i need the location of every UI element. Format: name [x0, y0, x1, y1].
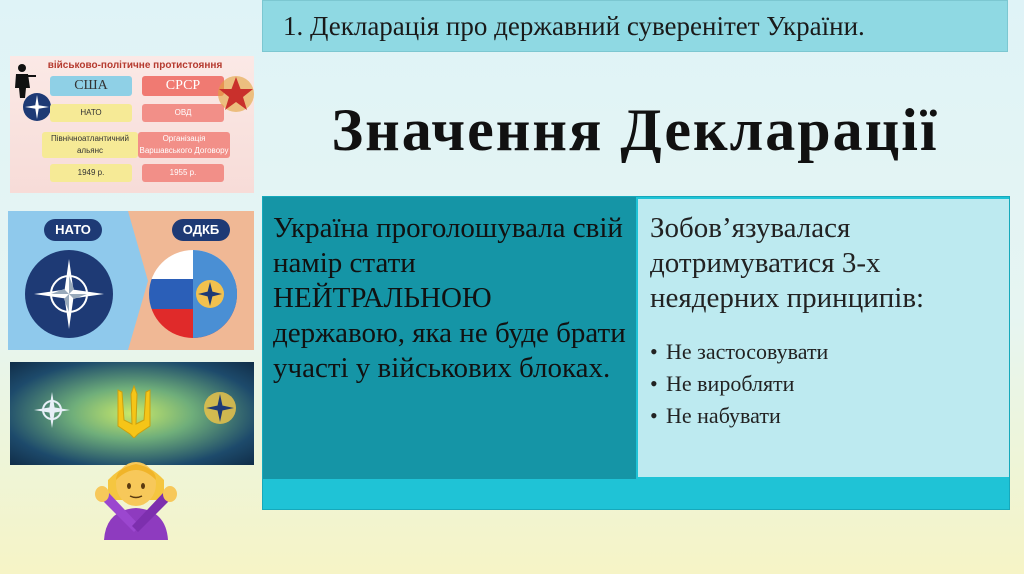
nato-small-icon — [32, 390, 72, 430]
soviet-star-icon — [216, 74, 254, 114]
list-item — [650, 336, 999, 368]
nato-label: НАТО — [50, 104, 132, 122]
bullet: • — [650, 403, 658, 428]
ovd-full-label: Організація Варшавського Договору — [138, 132, 230, 158]
nato-full-label: Північноатлантичний альянс — [42, 132, 138, 158]
bullet-text: Не виробляти — [666, 371, 795, 396]
csto-badge: ОДКБ — [172, 219, 230, 241]
principles-list — [650, 336, 999, 432]
header-bar — [262, 0, 1008, 52]
bullet: • — [650, 339, 658, 364]
image-title: військово-політичне протистояння — [47, 60, 223, 71]
bullet-text: Не застосовувати — [666, 339, 829, 364]
nato-badge: НАТО — [44, 219, 102, 241]
ovd-label: ОВД — [142, 104, 224, 122]
nato-icon — [22, 92, 52, 122]
cold-war-image — [10, 56, 254, 193]
nato-csto-image — [8, 211, 254, 350]
usa-head: США — [50, 76, 132, 96]
list-item — [650, 368, 999, 400]
list-item — [650, 400, 999, 432]
csto-emblem-icon — [148, 249, 238, 339]
trident-icon — [114, 384, 154, 438]
nato-year: 1949 р. — [50, 164, 132, 182]
principles-intro: Зобов’язувалася дотримуватися 3-х неядерних принципів: — [650, 212, 925, 314]
csto-small-icon — [200, 388, 240, 428]
content-table — [262, 196, 1010, 510]
table-cell-left: Україна проголошувала свій намір стати НЕЙТРАЛЬНОЮ державою, яка не буде брати участі у військових блоках. — [263, 197, 636, 479]
header-text: 1. Декларація про державний суверенітет України. — [283, 10, 865, 41]
person-gesturing-no-icon — [86, 440, 186, 540]
main-title: Значення Декларації — [331, 97, 939, 163]
bullet-text: Не набувати — [666, 403, 781, 428]
nato-emblem-icon — [24, 249, 114, 339]
bullet: • — [650, 371, 658, 396]
table-cell-right — [638, 199, 1009, 477]
ovd-year: 1955 р. — [142, 164, 224, 182]
ussr-head: СРСР — [142, 76, 224, 96]
